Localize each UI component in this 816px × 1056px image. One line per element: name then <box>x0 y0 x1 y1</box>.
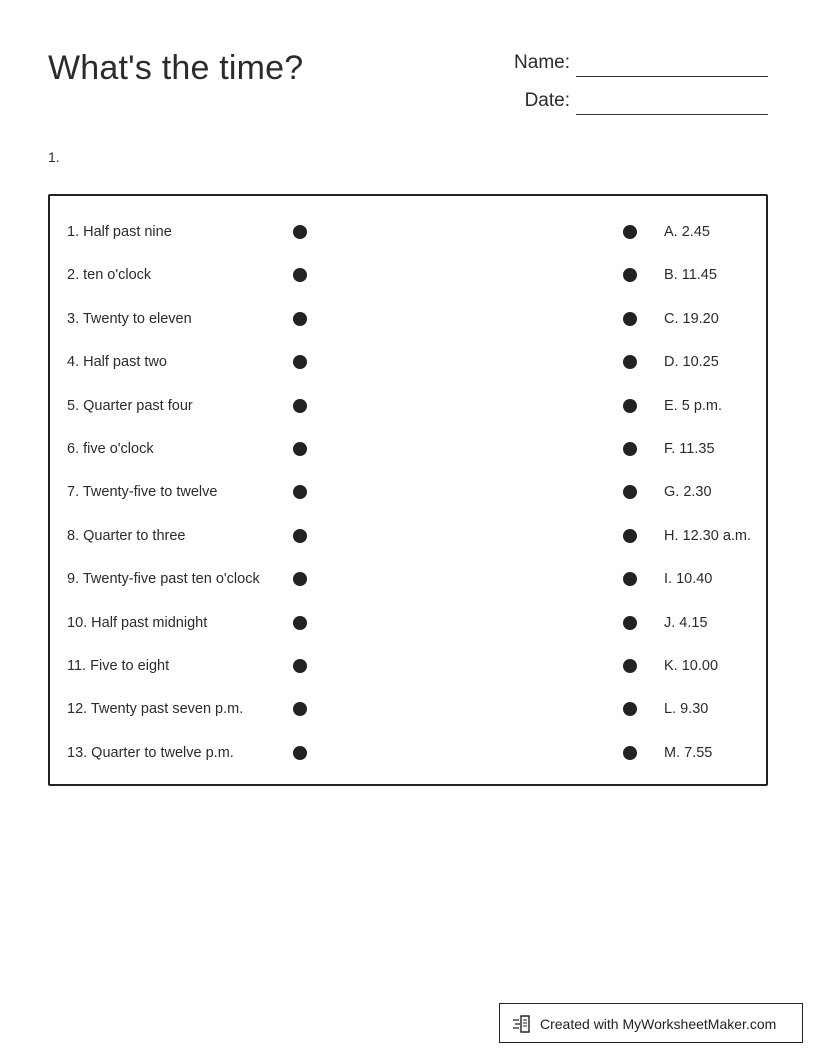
right-match-dot[interactable] <box>623 442 637 456</box>
name-field[interactable] <box>0 52 816 80</box>
left-item-label: 10. Half past midnight <box>67 614 208 631</box>
right-item-label: E. 5 p.m. <box>664 397 723 414</box>
left-item-label: 9. Twenty-five past ten o'clock <box>67 571 260 588</box>
matching-box <box>48 194 768 786</box>
matching-row <box>50 350 766 374</box>
right-item-label: J. 4.15 <box>664 614 708 631</box>
right-match-dot[interactable] <box>623 355 637 369</box>
date-label: Date: <box>524 90 570 111</box>
matching-row <box>50 307 766 331</box>
left-item-label: 6. five o'clock <box>67 441 154 457</box>
name-line[interactable] <box>576 76 768 77</box>
left-item-label: 7. Twenty-five to twelve <box>67 484 218 501</box>
left-match-dot[interactable] <box>293 572 307 586</box>
page-title: What's the time? <box>48 49 304 87</box>
question-number: 1. <box>48 149 60 165</box>
right-item-label: L. 9.30 <box>664 701 709 718</box>
name-label: Name: <box>514 52 570 73</box>
right-item-label: I. 10.40 <box>664 571 713 588</box>
left-item-label: 12. Twenty past seven p.m. <box>67 701 244 718</box>
left-match-dot[interactable] <box>293 399 307 413</box>
matching-row <box>50 394 766 418</box>
right-match-dot[interactable] <box>623 312 637 326</box>
right-match-dot[interactable] <box>623 659 637 673</box>
left-item-label: 2. ten o'clock <box>67 267 152 284</box>
right-match-dot[interactable] <box>623 572 637 586</box>
left-match-dot[interactable] <box>293 355 307 369</box>
footer-credit <box>499 1003 803 1043</box>
right-match-dot[interactable] <box>623 746 637 760</box>
date-field[interactable] <box>0 90 816 118</box>
right-item-label: K. 10.00 <box>664 658 719 674</box>
date-line[interactable] <box>576 114 768 115</box>
left-match-dot[interactable] <box>293 485 307 499</box>
right-match-dot[interactable] <box>623 399 637 413</box>
left-match-dot[interactable] <box>293 225 307 239</box>
right-match-dot[interactable] <box>623 529 637 543</box>
left-match-dot[interactable] <box>293 312 307 326</box>
matching-row <box>50 611 766 635</box>
right-item-label: H. 12.30 a.m. <box>664 527 752 544</box>
right-match-dot[interactable] <box>623 702 637 716</box>
left-item-label: 11. Five to eight <box>67 658 170 674</box>
right-item-label: F. 11.35 <box>664 441 715 457</box>
matching-row <box>50 654 766 678</box>
left-match-dot[interactable] <box>293 746 307 760</box>
matching-row <box>50 697 766 721</box>
right-match-dot[interactable] <box>623 485 637 499</box>
worksheet-maker-logo-icon <box>512 1014 534 1034</box>
left-match-dot[interactable] <box>293 529 307 543</box>
right-match-dot[interactable] <box>623 616 637 630</box>
matching-row <box>50 567 766 591</box>
footer-text: Created with MyWorksheetMaker.com <box>540 1016 777 1032</box>
matching-row <box>50 437 766 461</box>
left-item-label: 1. Half past nine <box>67 224 172 240</box>
matching-row <box>50 741 766 765</box>
left-item-label: 13. Quarter to twelve p.m. <box>67 744 234 761</box>
matching-row <box>50 524 766 548</box>
right-item-label: A. 2.45 <box>664 224 710 240</box>
left-item-label: 5. Quarter past four <box>67 397 193 414</box>
left-item-label: 4. Half past two <box>67 354 167 371</box>
left-item-label: 8. Quarter to three <box>67 527 186 544</box>
right-match-dot[interactable] <box>623 225 637 239</box>
left-match-dot[interactable] <box>293 442 307 456</box>
right-match-dot[interactable] <box>623 268 637 282</box>
left-match-dot[interactable] <box>293 702 307 716</box>
left-match-dot[interactable] <box>293 268 307 282</box>
matching-row <box>50 220 766 244</box>
matching-row <box>50 263 766 287</box>
right-item-label: M. 7.55 <box>664 744 713 761</box>
left-item-label: 3. Twenty to eleven <box>67 310 192 327</box>
right-item-label: D. 10.25 <box>664 354 719 371</box>
left-match-dot[interactable] <box>293 659 307 673</box>
right-item-label: C. 19.20 <box>664 310 719 327</box>
left-match-dot[interactable] <box>293 616 307 630</box>
matching-row <box>50 480 766 504</box>
right-item-label: G. 2.30 <box>664 484 712 501</box>
right-item-label: B. 11.45 <box>664 267 717 284</box>
